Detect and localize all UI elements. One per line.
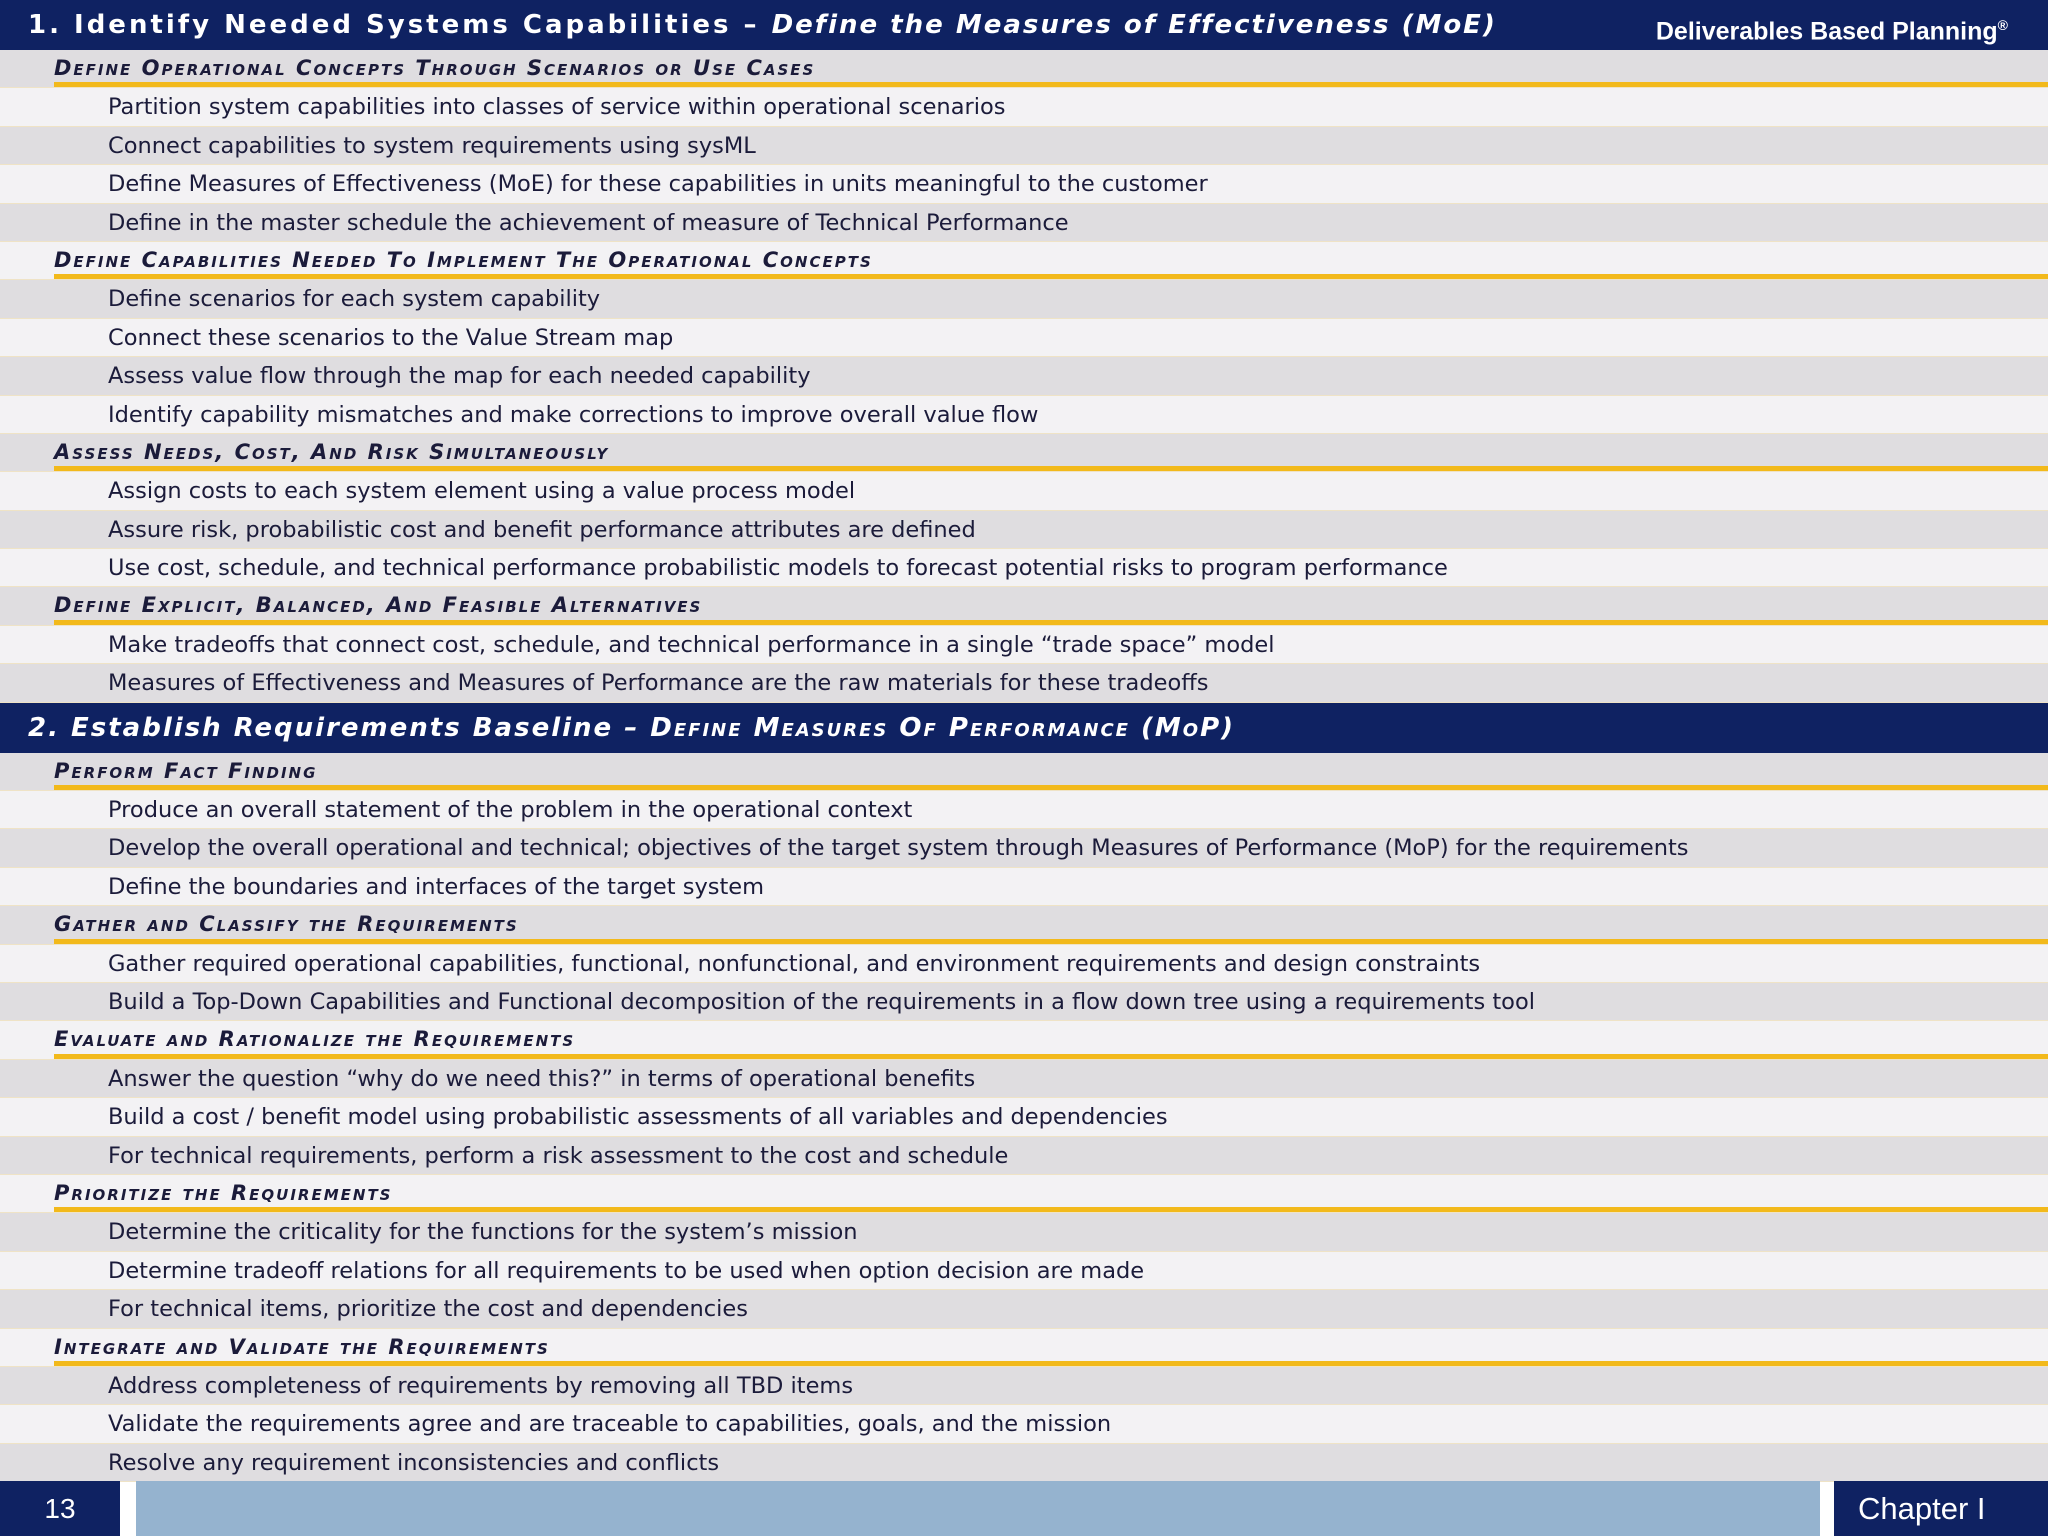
gold-divider: [54, 939, 2048, 944]
list-item-text: Address completeness of requirements by removing all TBD items: [108, 1372, 854, 1399]
section-2-title: 2. Establish Requirements Baseline – Define Measures Of Performance (MoP): [28, 712, 1236, 743]
subsection-header: [0, 906, 2048, 944]
gold-divider: [54, 1207, 2048, 1212]
list-item-text: Determine tradeoff relations for all requirements to be used when option decision are made: [108, 1257, 1145, 1284]
list-item: [0, 664, 2048, 702]
subsection-title: Evaluate and Rationalize the Requirements: [54, 1027, 576, 1052]
section-2-list: [0, 753, 2048, 1482]
list-item: [0, 165, 2048, 203]
section-2-subtitle: Define Measures Of Performance (MoP): [650, 712, 1236, 743]
list-item-text: Assess value flow through the map for each needed capability: [108, 363, 811, 390]
list-item: [0, 983, 2048, 1021]
subsection-title: Define Capabilities Needed To Implement The Operational Concepts: [54, 247, 873, 272]
list-item-text: Gather required operational capabilities, functional, nonfunctional, and environment requirements and design constraints: [108, 950, 1481, 977]
list-item-text: Build a cost / benefit model using probabilistic assessments of all variables and dependencies: [108, 1104, 1168, 1131]
section-1-header: [0, 0, 2048, 50]
gold-divider: [54, 466, 2048, 471]
list-item-text: Identify capability mismatches and make corrections to improve overall value flow: [108, 401, 1039, 428]
subsection-title: Gather and Classify the Requirements: [54, 912, 519, 937]
list-item-text: Use cost, schedule, and technical performance probabilistic models to forecast potential risks to program performance: [108, 555, 1448, 582]
list-item: [0, 127, 2048, 165]
subsection-title: Define Explicit, Balanced, And Feasible Alternatives: [54, 593, 703, 618]
list-item: [0, 88, 2048, 126]
registered-mark: ®: [1997, 17, 2008, 33]
subsection-header: [0, 50, 2048, 88]
list-item-text: Determine the criticality for the functions for the system’s mission: [108, 1219, 858, 1246]
subsection-header: [0, 1329, 2048, 1367]
list-item-text: Build a Top-Down Capabilities and Functional decomposition of the requirements in a flow down tree using a requirements tool: [108, 988, 1535, 1015]
page-number: 13: [0, 1481, 120, 1536]
section-1-title: 1. Identify Needed Systems Capabilities – Define the Measures of Effectiveness (MoE): [28, 10, 1497, 40]
gold-divider: [54, 620, 2048, 625]
list-item: [0, 1098, 2048, 1136]
list-item: [0, 319, 2048, 357]
list-item: [0, 791, 2048, 829]
chapter-label: Chapter I: [1834, 1481, 2048, 1536]
subsection-header: [0, 753, 2048, 791]
list-item: [0, 1290, 2048, 1328]
subsection-header: [0, 242, 2048, 280]
list-item-text: Develop the overall operational and technical; objectives of the target system through Measures of Performance (MoP) for the requirements: [108, 835, 1689, 862]
subsection-title: Integrate and Validate the Requirements: [54, 1334, 550, 1359]
subsection-title: Assess Needs, Cost, And Risk Simultaneously: [54, 439, 610, 464]
list-item-text: For technical requirements, perform a risk assessment to the cost and schedule: [108, 1142, 1009, 1169]
subsection-title: Perform Fact Finding: [54, 758, 318, 783]
list-item-text: Connect capabilities to system requirements using sysML: [108, 132, 756, 159]
list-item: [0, 626, 2048, 664]
list-item: [0, 829, 2048, 867]
list-item-text: Measures of Effectiveness and Measures of Performance are the raw materials for these tradeoffs: [108, 670, 1209, 697]
list-item-text: Connect these scenarios to the Value Stream map: [108, 324, 674, 351]
brand-label: Deliverables Based Planning®: [1655, 17, 2008, 46]
list-item-text: Answer the question “why do we need this?” in terms of operational benefits: [108, 1065, 976, 1092]
list-item-text: For technical items, prioritize the cost and dependencies: [108, 1296, 748, 1323]
list-item: [0, 1060, 2048, 1098]
list-item: [0, 357, 2048, 395]
list-item: [0, 511, 2048, 549]
gold-divider: [54, 785, 2048, 790]
gold-divider: [54, 1054, 2048, 1059]
list-item-text: Define the boundaries and interfaces of the target system: [108, 873, 765, 900]
list-item: [0, 549, 2048, 587]
list-item-text: Assign costs to each system element using a value process model: [108, 478, 856, 505]
section-1-subtitle: Define the Measures of Effectiveness (MoE): [771, 10, 1497, 40]
list-item: [0, 1444, 2048, 1482]
list-item: [0, 204, 2048, 242]
footer: [0, 1481, 2048, 1536]
list-item: [0, 1252, 2048, 1290]
list-item-text: Define Measures of Effectiveness (MoE) for these capabilities in units meaningful to the customer: [108, 171, 1208, 198]
list-item-text: Assure risk, probabilistic cost and benefit performance attributes are defined: [108, 516, 976, 543]
list-item: [0, 1137, 2048, 1175]
gold-divider: [54, 1361, 2048, 1366]
list-item-text: Define in the master schedule the achievement of measure of Technical Performance: [108, 209, 1069, 236]
section-1-list: [0, 50, 2048, 703]
subsection-header: [0, 1175, 2048, 1213]
list-item: [0, 945, 2048, 983]
list-item: [0, 1405, 2048, 1443]
section-2-header: [0, 703, 2048, 753]
subsection-title: Prioritize the Requirements: [54, 1180, 393, 1205]
list-item: [0, 396, 2048, 434]
list-item: [0, 472, 2048, 510]
list-item: [0, 1213, 2048, 1251]
list-item-text: Resolve any requirement inconsistencies and conflicts: [108, 1449, 720, 1476]
list-item-text: Define scenarios for each system capability: [108, 286, 601, 313]
list-item-text: Validate the requirements agree and are traceable to capabilities, goals, and the mission: [108, 1411, 1112, 1438]
list-item: [0, 280, 2048, 318]
list-item-text: Produce an overall statement of the problem in the operational context: [108, 797, 913, 824]
list-item: [0, 1367, 2048, 1405]
subsection-header: [0, 434, 2048, 472]
subsection-title: Define Operational Concepts Through Scenarios or Use Cases: [54, 56, 816, 80]
list-item-text: Partition system capabilities into classes of service within operational scenarios: [108, 94, 1006, 121]
list-item: [0, 868, 2048, 906]
subsection-header: [0, 587, 2048, 625]
gold-divider: [54, 274, 2048, 279]
footer-bar: [136, 1481, 1820, 1536]
gold-divider: [54, 82, 2048, 87]
list-item-text: Make tradeoffs that connect cost, schedule, and technical performance in a single “trade space” model: [108, 631, 1275, 658]
subsection-header: [0, 1021, 2048, 1059]
